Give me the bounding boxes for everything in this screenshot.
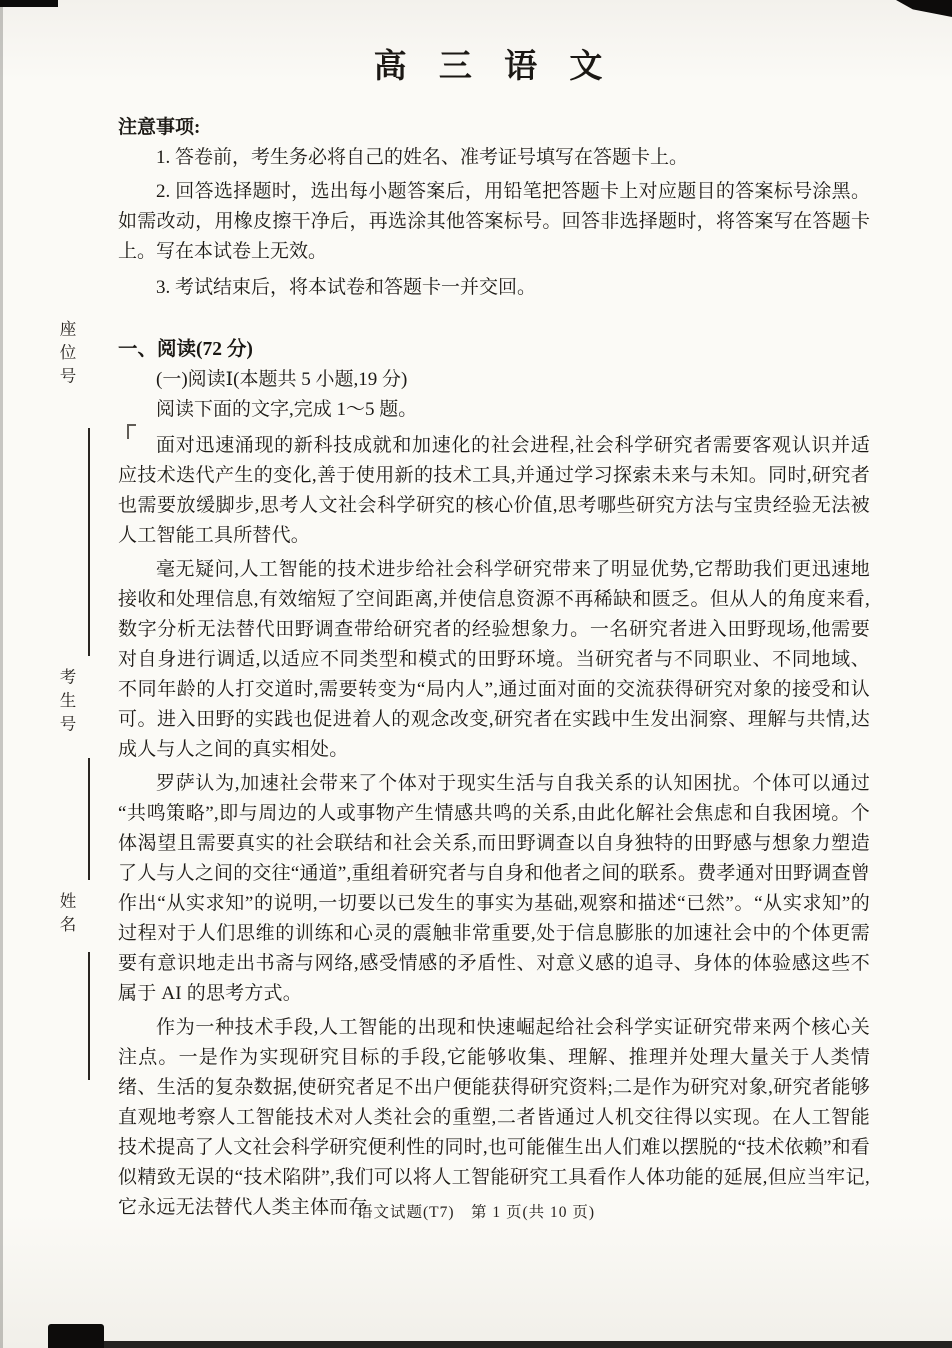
reading-paragraph: 作为一种技术手段,人工智能的出现和快速崛起给社会科学实证研究带来两个核心关注点。一是作为实现研究目标的手段,它能够收集、理解、推理并处理大量关于人类情绪、生活的复杂数据,使研究者足不出户便能获得研究资料;二是作为研究对象,研究者能够直观地考察人工智能技术对人类社会的重塑,二者皆通过人机交往得以实现。在人工智能技术提高了人文社会科学研究便利性的同时,也可能催生出人们难以摆脱的“技术依赖”和看似精致无误的“技术陷阱”,我们可以将人工智能研究工具看作人体功能的延展,但应当牢记,它永远无法替代人类主体而存	[118, 1017, 870, 1218]
notice-item: 1. 答卷前，考生务必将自己的姓名、准考证号填写在答题卡上。	[156, 147, 689, 168]
seat-number-label: 座位号	[57, 320, 76, 391]
name-label: 姓名	[57, 892, 76, 939]
reading-paragraph: 面对迅速涌现的新科技成就和加速化的社会进程,社会科学研究者需要客观认识并适应技术迭代产生的变化,善于使用新的技术工具,并通过学习探索未来与未知。同时,研究者也需要放缓脚步,思考人文社会科学研究的核心价值,思考哪些研究方法与宝贵经验无法被人工智能工具所替代。	[118, 435, 870, 546]
page-title: 高 三 语 文	[373, 49, 615, 85]
notice-item: 3. 考试结束后，将本试卷和答题卡一并交回。	[156, 277, 537, 298]
reading-instruction: 阅读下面的文字,完成 1～5 题。	[156, 399, 418, 420]
reading-paragraph: 罗萨认为,加速社会带来了个体对于现实生活与自我关系的认知困扰。个体可以通过“共鸣策略”,即与周边的人或事物产生情感共鸣的关系,由此化解社会焦虑和自我困境。个体渴望且需要真实的社会联结和社会关系,而田野调查以自身独特的田野感与想象力塑造了人与人之间的交往“通道”,重组着研究者与自身和他者之间的联系。费孝通对田野调查曾作出“从实求知”的说明,一切要以已发生的事实为基础,观察和描述“已然”。“从实求知”的过程对于人们思维的训练和心灵的震触非常重要,处于信息膨胀的加速社会中的个体更需要有意识地走出书斋与网络,感受情感的矛盾性、对意义感的追寻、身体的体验感这些不属于 AI 的思考方式。	[118, 773, 870, 1004]
notice-heading: 注意事项:	[118, 117, 201, 138]
scan-artifact-bottom-edge	[52, 1341, 952, 1348]
candidate-number-label: 考生号	[57, 668, 76, 739]
section-title-reading: 一、阅读(72 分)	[118, 339, 253, 360]
subsection-title: (一)阅读Ⅰ(本题共 5 小题,19 分)	[156, 369, 408, 390]
reading-paragraph: 毫无疑问,人工智能的技术进步给社会科学研究带来了明显优势,它帮助我们更迅速地接收和处理信息,有效缩短了空间距离,并使信息资源不再稀缺和匮乏。但从人的角度来看,数字分析无法替代田野调查带给研究者的经验想象力。一名研究者进入田野现场,他需要对自身进行调适,以适应不同类型和模式的田野环境。当研究者与不同职业、不同地域、不同年龄的人打交道时,需要转变为“局内人”,通过面对面的交流获得研究对象的接受和认可。进入田野的实践也促进着人的观念改变,研究者在实践中生发出洞察、理解与共情,达成人与人之间的真实相处。	[118, 559, 870, 760]
scan-artifact-bottom-left	[48, 1324, 104, 1348]
notice-item: 2. 回答选择题时，选出每小题答案后，用铅笔把答题卡上对应题目的答案标号涂黑。如需改动，用橡皮擦干净后，再选涂其他答案标号。回答非选择题时，将答案写在答题卡上。写在本试卷上无效。	[118, 181, 870, 262]
page-footer: 语文试题(T7) 第 1 页(共 10 页)	[356, 1204, 596, 1221]
